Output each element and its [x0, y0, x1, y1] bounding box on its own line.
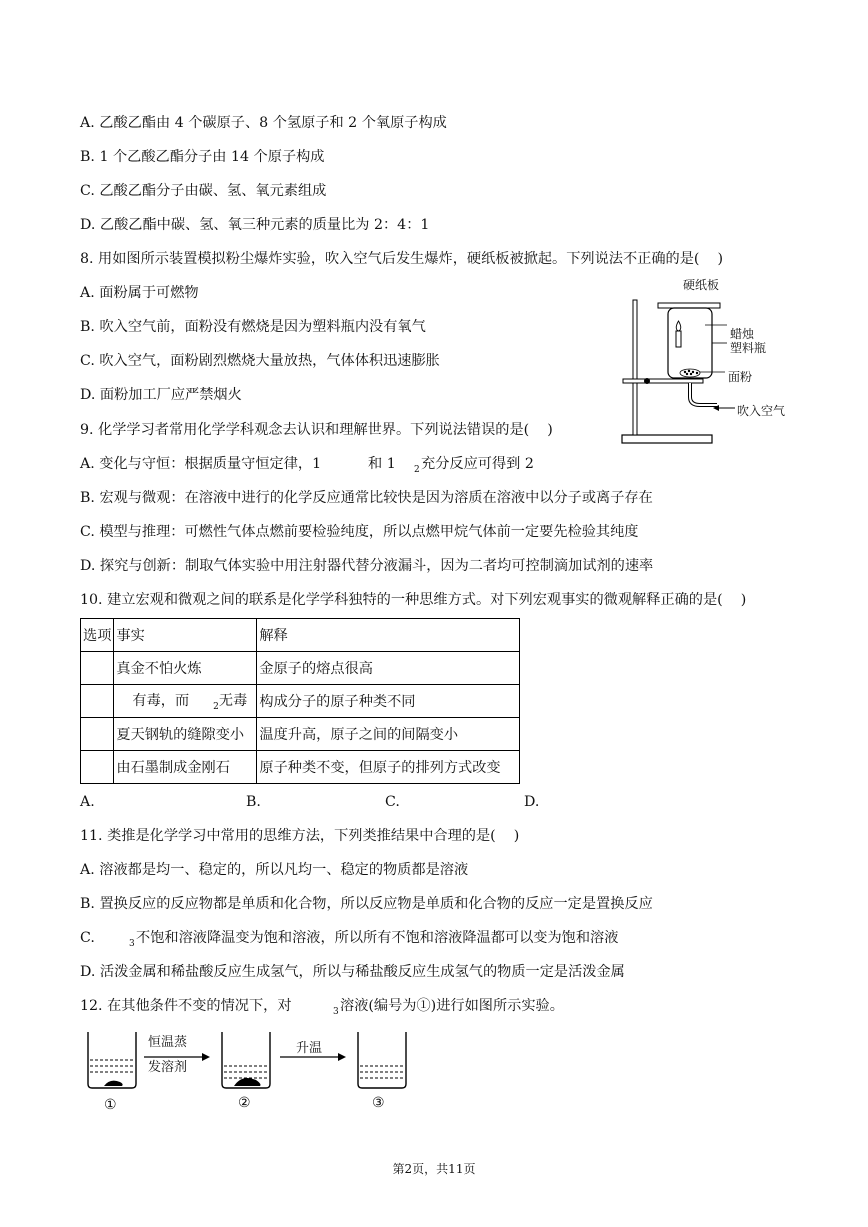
fact-part2: 无毒	[218, 693, 248, 709]
q11-option-c-subscript: 3	[129, 939, 135, 949]
q9-option-a-part3: 充分反应可得到 2	[421, 456, 534, 472]
beaker-1	[88, 1032, 136, 1088]
q9-option-a-subscript: 2	[414, 465, 420, 475]
beaker-label-3: ③	[372, 1095, 385, 1111]
table-cell-fact: 真金不怕火炼	[114, 652, 257, 685]
q9-option-a-part1: A. 变化与守恒：根据质量守恒定律，1	[80, 456, 322, 472]
step1-line2: 发溶剂	[148, 1060, 188, 1075]
table-cell-explain: 构成分子的原子种类不同	[257, 685, 520, 718]
dust-explosion-apparatus	[615, 275, 795, 450]
q11-option-a: A. 溶液都是均一、稳定的，所以凡均一、稳定的物质都是溶液	[80, 862, 469, 878]
q9-stem: 9. 化学学习者常用化学学科观念去认识和理解世界。下列说法错误的是( )	[80, 422, 553, 438]
q11-option-c-prefix: C.	[80, 930, 95, 946]
q9-option-a-part2: 和 1	[368, 456, 396, 472]
step1-line1: 恒温蒸	[148, 1035, 188, 1050]
table-row	[81, 751, 520, 784]
q8-option-a: A. 面粉属于可燃物	[80, 285, 199, 301]
beaker-3	[358, 1032, 406, 1088]
table-cell-explain: 金原子的熔点很高	[257, 652, 520, 685]
table-header-explain: 解释	[257, 619, 520, 652]
page-footer: 第2页，共11页	[392, 1162, 476, 1176]
table-header-row	[81, 619, 520, 652]
table-cell-fact	[114, 685, 257, 718]
table-cell-fact: 由石墨制成金刚石	[114, 751, 257, 784]
q10-answer-c: C.	[385, 794, 400, 810]
q10-options-table	[80, 618, 520, 784]
q8-option-b: B. 吹入空气前，面粉没有燃烧是因为塑料瓶内没有氧气	[80, 319, 426, 335]
table-row	[81, 718, 520, 751]
label-candle: 蜡烛	[730, 327, 755, 341]
q8-option-d: D. 面粉加工厂应严禁烟火	[80, 387, 242, 403]
table-cell-explain: 温度升高，原子之间的间隔变小	[257, 718, 520, 751]
beaker-2	[222, 1032, 270, 1088]
q7-option-b: B. 1 个乙酸乙酯分子由 14 个原子构成	[80, 149, 325, 165]
q10-stem: 10. 建立宏观和微观之间的联系是化学学科独特的一种思维方式。对下列宏观事实的微观解释正确的是( )	[80, 592, 747, 608]
q7-option-a: A. 乙酸乙酯由 4 个碳原子、8 个氢原子和 2 个氧原子构成	[80, 115, 447, 131]
q12-stem-part1: 12. 在其他条件不变的情况下，对	[80, 998, 292, 1014]
label-flour: 面粉	[728, 370, 753, 384]
q11-option-d: D. 活泼金属和稀盐酸反应生成氢气，所以与稀盐酸反应生成氢气的物质一定是活泼金属	[80, 964, 625, 980]
q10-answer-a: A.	[80, 794, 95, 810]
label-air: 吹入空气	[737, 404, 786, 418]
table-header-fact: 事实	[114, 619, 257, 652]
q9-option-d: D. 探究与创新：制取气体实验中用注射器代替分液漏斗，因为二者均可控制滴加试剂的速率	[80, 558, 654, 574]
q11-stem: 11. 类推是化学学习中常用的思维方法，下列类推结果中合理的是( )	[80, 828, 520, 844]
q12-stem-subscript: 3	[333, 1007, 339, 1017]
q10-answer-b: B.	[246, 794, 261, 810]
beaker-label-2: ②	[238, 1095, 251, 1111]
q7-option-c: C. 乙酸乙酯分子由碳、氢、氧元素组成	[80, 183, 327, 199]
table-header-option: 选项	[81, 619, 114, 652]
table-row	[81, 685, 520, 718]
table-cell-fact: 夏天钢轨的缝隙变小	[114, 718, 257, 751]
q8-option-c: C. 吹入空气，面粉剧烈燃烧大量放热，气体体积迅速膨胀	[80, 353, 440, 369]
q11-option-b: B. 置换反应的反应物都是单质和化合物，所以反应物是单质和化合物的反应一定是置换反应	[80, 896, 653, 912]
table-cell-explain: 原子种类不变，但原子的排列方式改变	[257, 751, 520, 784]
table-row	[81, 652, 520, 685]
fact-part1: 有毒，而	[132, 693, 190, 709]
beaker-label-1: ①	[104, 1097, 117, 1113]
step2-label: 升温	[296, 1041, 323, 1056]
label-bottle: 塑料瓶	[730, 341, 767, 355]
q7-option-d: D. 乙酸乙酯中碳、氢、氧三种元素的质量比为 2：4：1	[80, 217, 430, 233]
q10-answer-d: D.	[524, 794, 540, 810]
fact-subscript: 2	[213, 702, 219, 712]
q9-option-c: C. 模型与推理：可燃性气体点燃前要检验纯度，所以点燃甲烷气体前一定要先检验其纯度	[80, 524, 639, 540]
q11-option-c-text: 不饱和溶液降温变为饱和溶液，所以所有不饱和溶液降温都可以变为饱和溶液	[136, 930, 619, 946]
q8-stem: 8. 用如图所示装置模拟粉尘爆炸实验，吹入空气后发生爆炸，硬纸板被掀起。下列说法不正确的是( )	[80, 251, 724, 267]
q12-stem-part2: 溶液(编号为①)进行如图所示实验。	[340, 998, 564, 1014]
label-board: 硬纸板	[683, 278, 720, 292]
q9-option-b: B. 宏观与微观：在溶液中进行的化学反应通常比较快是因为溶质在溶液中以分子或离子存在	[80, 490, 653, 506]
